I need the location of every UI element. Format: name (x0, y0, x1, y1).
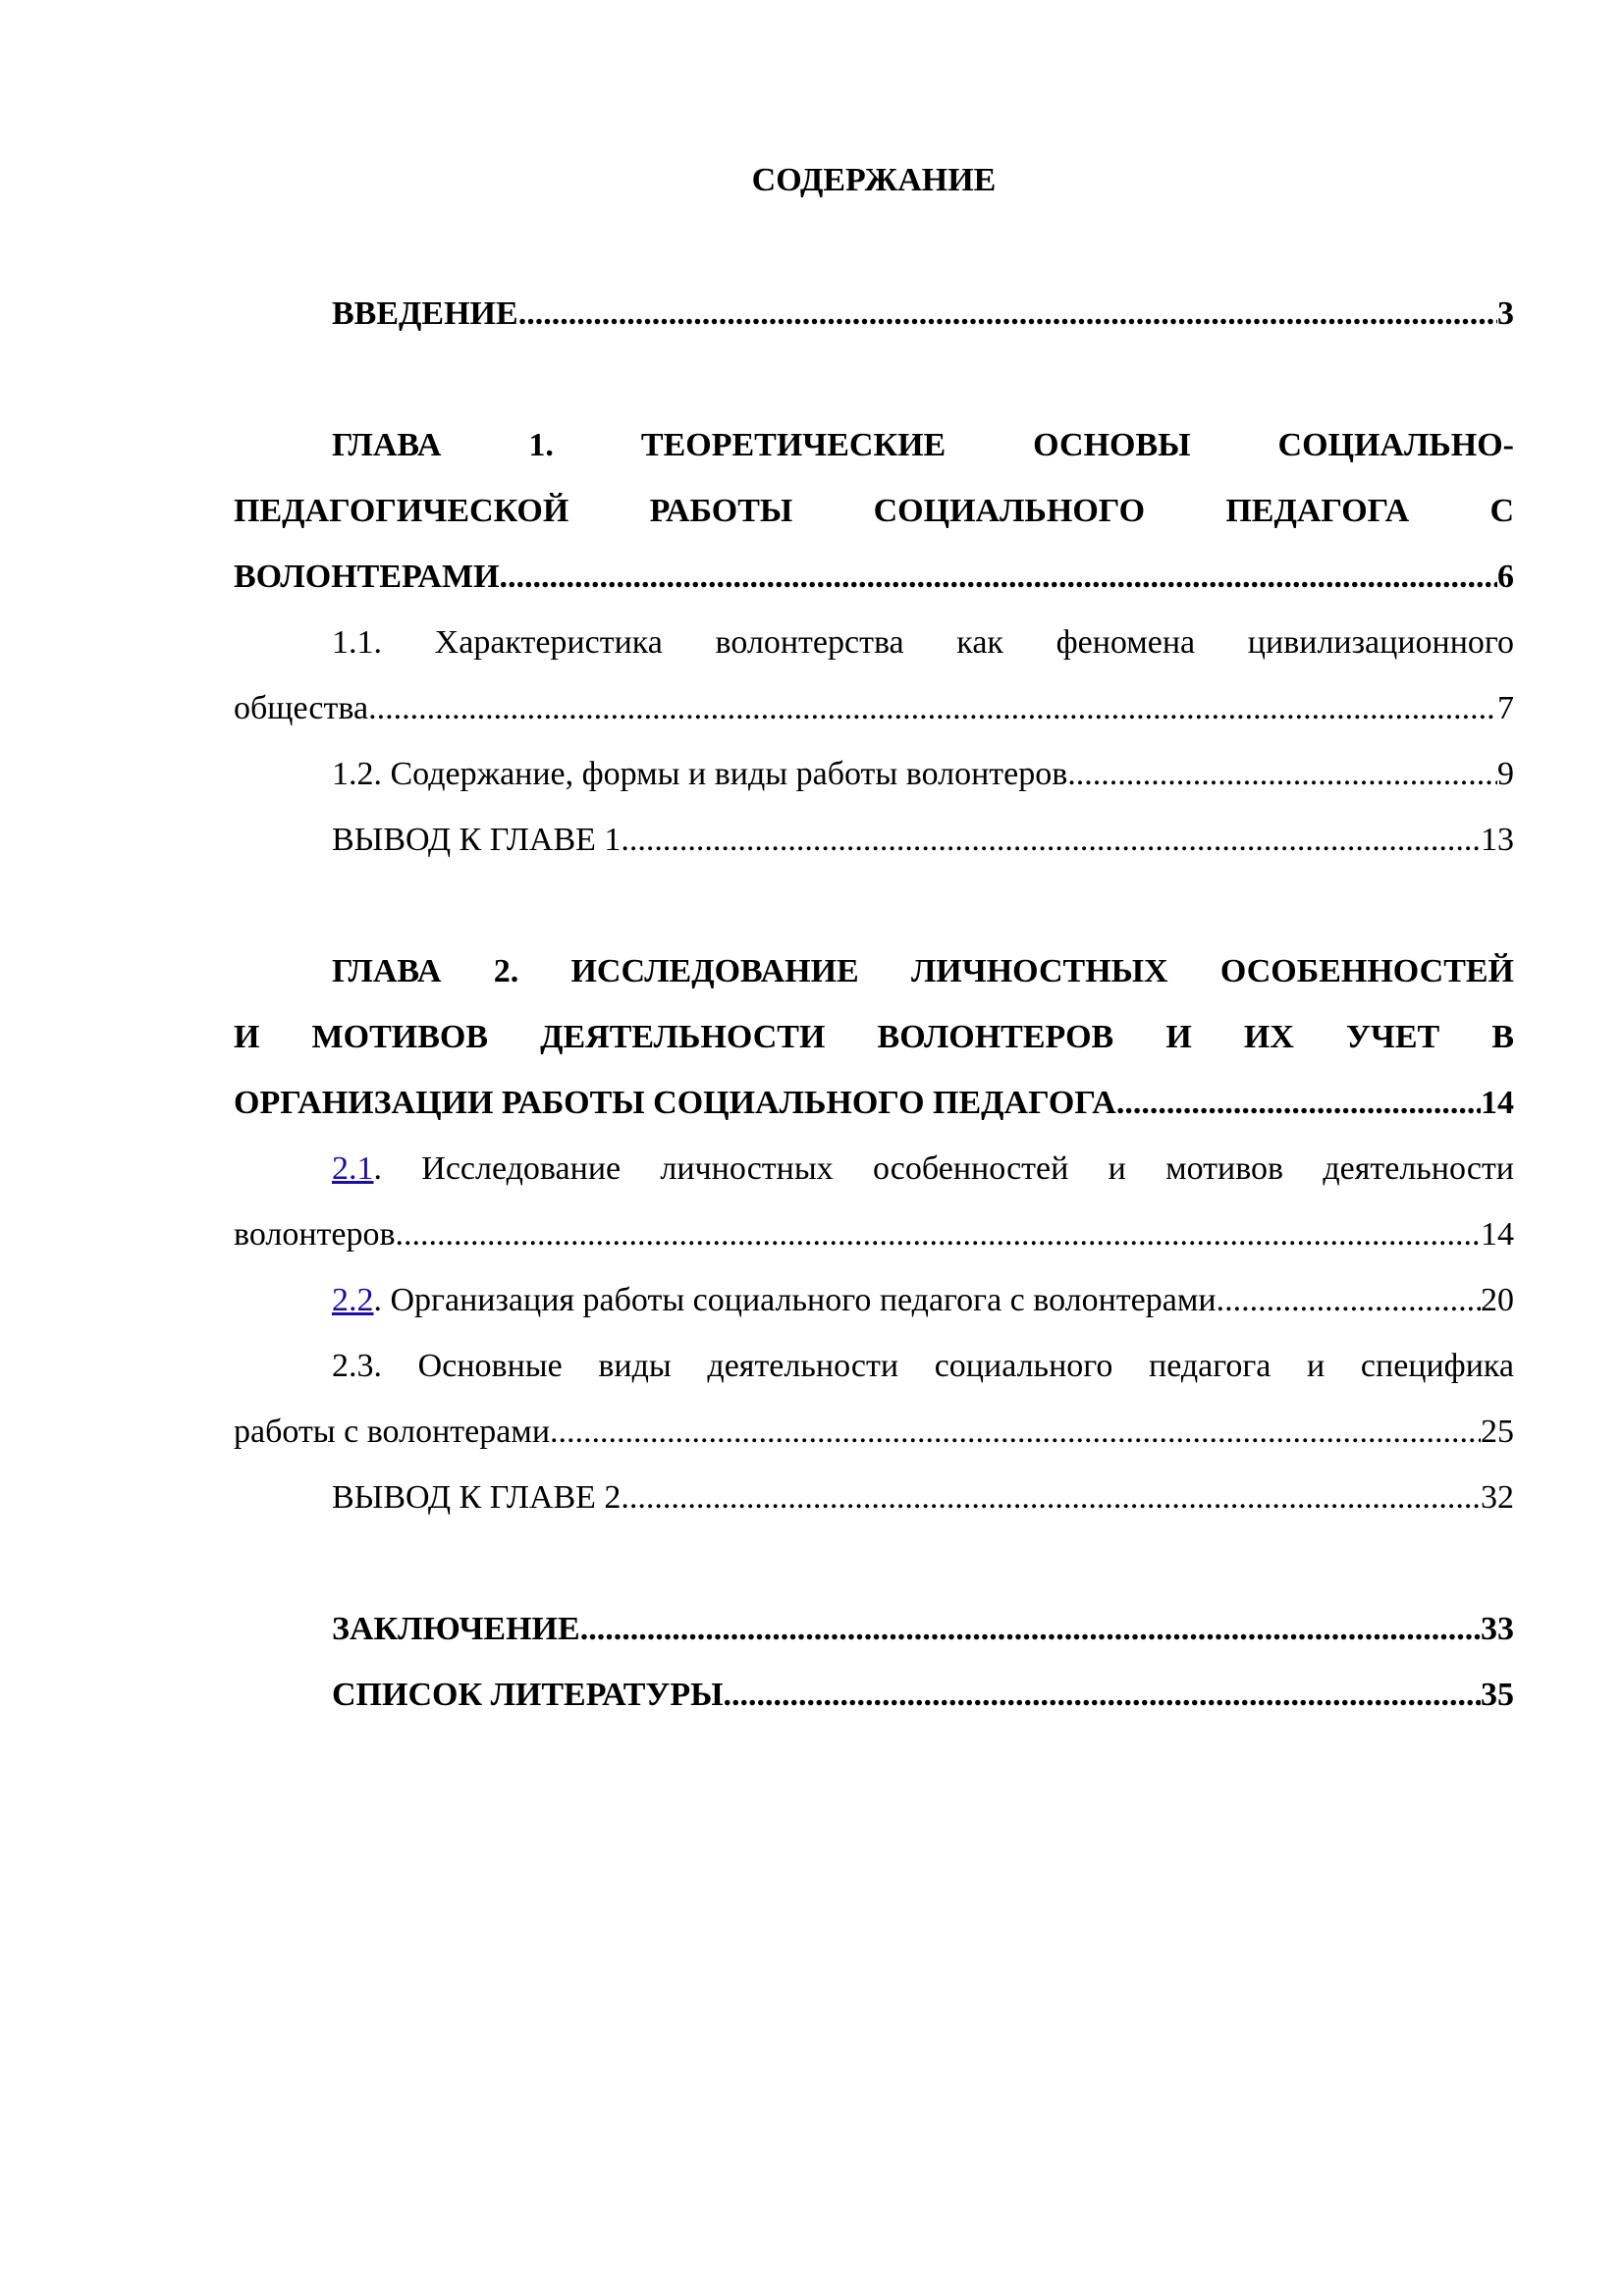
toc-entry-introduction[interactable] (234, 281, 1514, 347)
dot-leader (621, 1465, 1481, 1530)
chapter-1-line-3: ВОЛОНТЕРАМИ (234, 559, 500, 595)
chapter-2-line-3: ОРГАНИЗАЦИИ РАБОТЫ СОЦИАЛЬНОГО ПЕДАГОГА (234, 1085, 1116, 1121)
dot-leader (518, 281, 1497, 347)
chapter-2-line-2: И МОТИВОВ ДЕЯТЕЛЬНОСТИ ВОЛОНТЕРОВ И ИХ УЧЕТ В (234, 1019, 1514, 1055)
toc-entry-label: ВЫВОД К ГЛАВЕ 1 (332, 822, 622, 858)
toc-entry-label: ЗАКЛЮЧЕНИЕ (332, 1611, 580, 1647)
dot-leader (621, 807, 1481, 873)
toc-page-number: 35 (1481, 1677, 1514, 1713)
chapter-1-line-1: ГЛАВА 1. ТЕОРЕТИЧЕСКИЕ ОСНОВЫ СОЦИАЛЬНО- (332, 427, 1514, 463)
toc-entry-chapter-2[interactable] (234, 938, 1514, 1136)
dot-leader (368, 675, 1497, 741)
section-2-3-line-2: работы с волонтерами (234, 1414, 551, 1450)
section-1-1-line-2: общества (234, 690, 369, 726)
section-title: Содержание, формы и виды работы волонтеров (390, 756, 1068, 792)
toc-page-number: 25 (1481, 1414, 1514, 1450)
section-2-3-line-1: 2.3. Основные виды деятельности социального педагога и специфика (332, 1348, 1514, 1384)
toc-page-number: 32 (1481, 1479, 1514, 1516)
toc-entry-section-2-1[interactable] (234, 1136, 1514, 1267)
toc-entry-conclusion-2[interactable] (234, 1465, 1514, 1530)
toc-entry-chapter-1[interactable] (234, 412, 1514, 610)
toc-entry-final[interactable] (234, 1596, 1514, 1662)
toc-page-number: 6 (1497, 559, 1514, 595)
toc-entry-label: ВЫВОД К ГЛАВЕ 2 (332, 1479, 622, 1516)
toc-entry-label: СПИСОК ЛИТЕРАТУРЫ (332, 1677, 724, 1713)
chapter-2-line-1: ГЛАВА 2. ИССЛЕДОВАНИЕ ЛИЧНОСТНЫХ ОСОБЕННОСТЕЙ (332, 953, 1514, 989)
dot-leader (580, 1596, 1481, 1662)
toc-page-number: 13 (1481, 822, 1514, 858)
page-title: СОДЕРЖАНИЕ (751, 162, 997, 198)
toc-page-number: 14 (1481, 1216, 1514, 1253)
toc-entry-references[interactable] (234, 1662, 1514, 1728)
section-2-1-link[interactable]: 2.1 (332, 1150, 374, 1187)
toc-page-number: 14 (1481, 1085, 1514, 1121)
dot-leader (1116, 1070, 1481, 1136)
section-number: 1.2. (332, 756, 382, 792)
section-2-1-line-2: волонтеров (234, 1216, 396, 1253)
toc-page-number: 33 (1481, 1611, 1514, 1647)
chapter-1-line-2: ПЕДАГОГИЧЕСКОЙ РАБОТЫ СОЦИАЛЬНОГО ПЕДАГОГА С (234, 493, 1514, 529)
section-title: . Организация работы социального педагога с волонтерами (373, 1282, 1217, 1318)
toc-entry-label: ВВЕДЕНИЕ (332, 295, 518, 332)
dot-leader (396, 1201, 1481, 1267)
toc-page-number: 20 (1481, 1282, 1514, 1318)
toc-entry-conclusion-1[interactable] (234, 807, 1514, 873)
dot-leader (550, 1399, 1481, 1465)
toc-entry-section-1-2[interactable] (234, 741, 1514, 807)
dot-leader (724, 1662, 1481, 1728)
toc-entry-section-1-1[interactable] (234, 610, 1514, 741)
toc-entry-section-2-2[interactable] (234, 1267, 1514, 1333)
dot-leader (1067, 741, 1497, 807)
section-1-1-line-1: 1.1. Характеристика волонтерства как феномена цивилизационного (332, 624, 1515, 661)
dot-leader (1217, 1267, 1481, 1333)
toc-page-number: 3 (1497, 295, 1514, 332)
toc-entry-section-2-3[interactable] (234, 1333, 1514, 1465)
toc-page-number: 9 (1497, 756, 1514, 792)
toc-page-number: 7 (1497, 690, 1514, 726)
section-2-1-line-1: 2.1. Исследование личностных особенностей и мотивов деятельности (332, 1150, 1514, 1187)
dot-leader (500, 544, 1497, 610)
section-2-2-link[interactable]: 2.2 (332, 1282, 374, 1318)
